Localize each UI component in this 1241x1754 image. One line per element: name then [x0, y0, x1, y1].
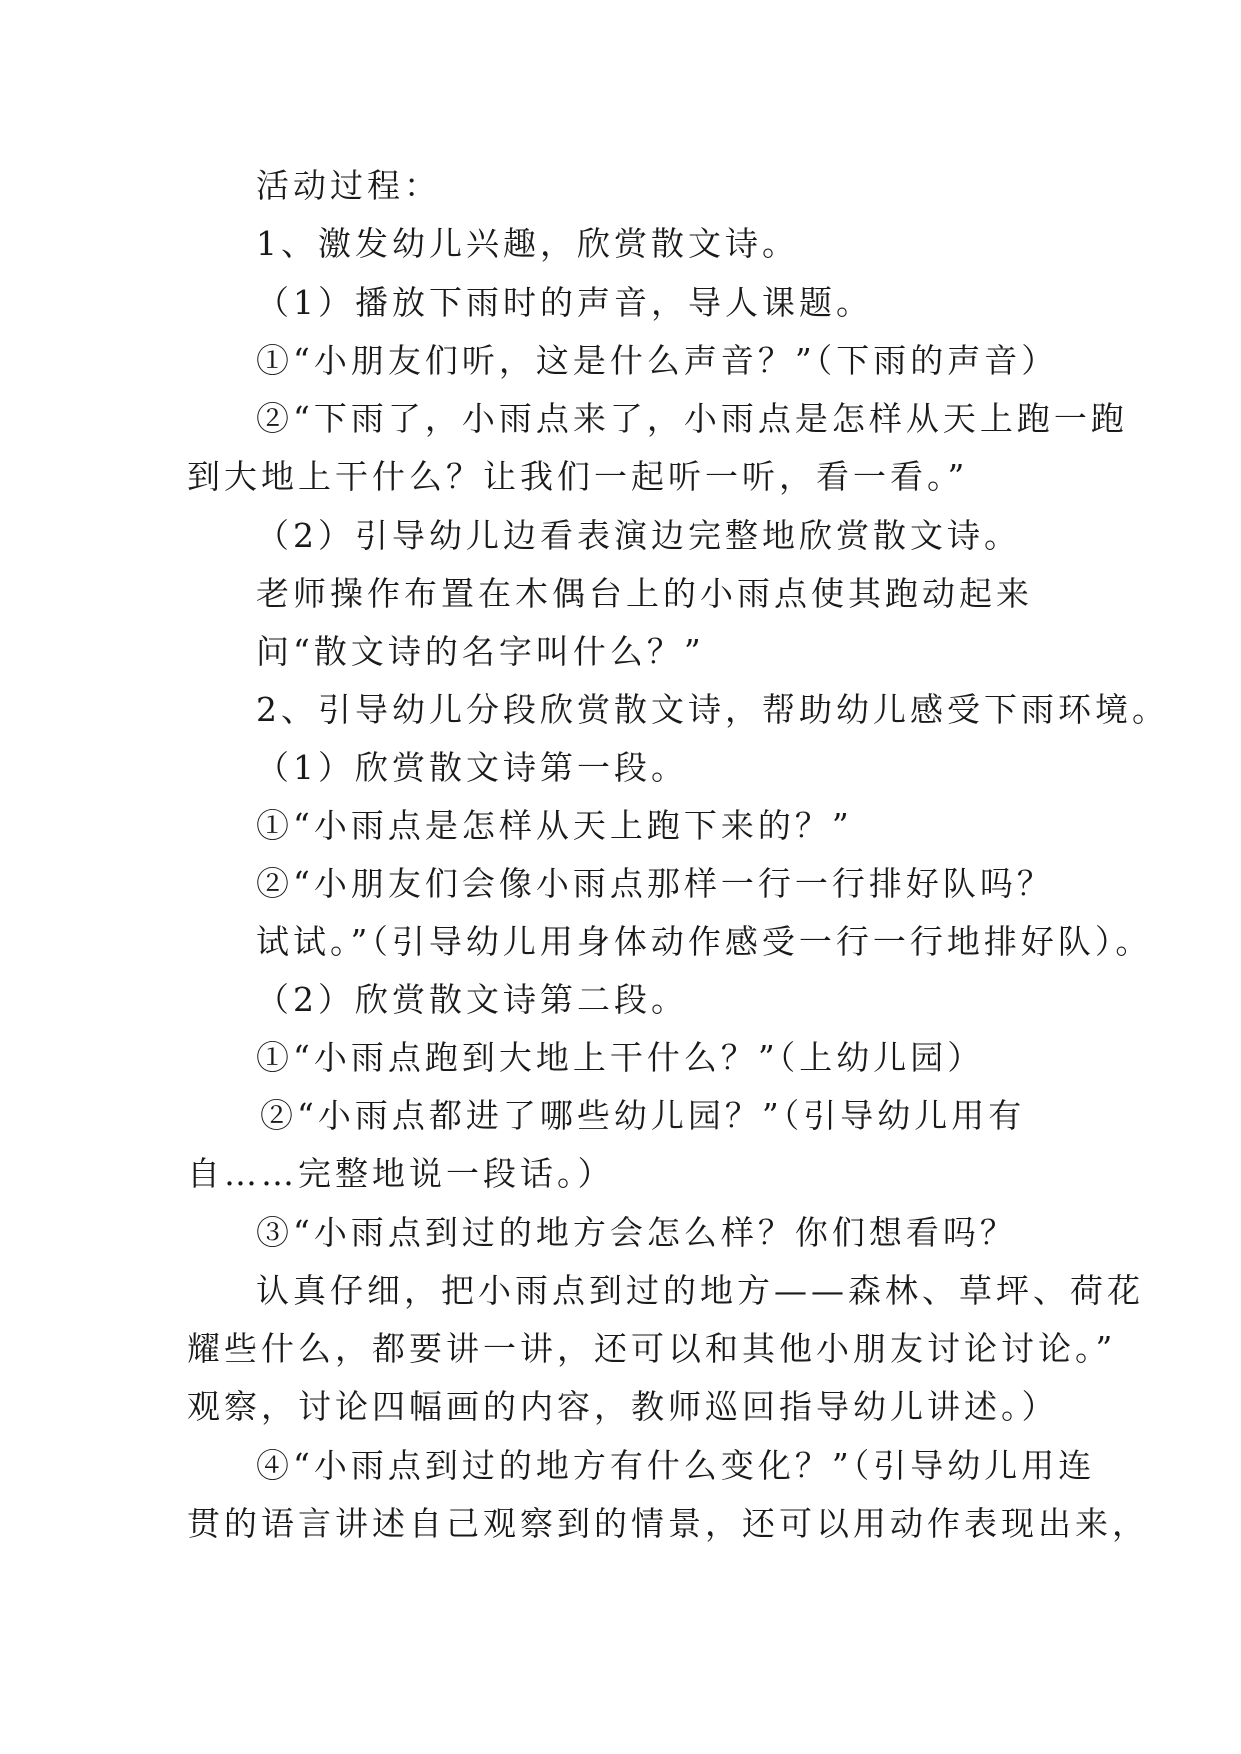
- question-2-1-b: ②“小朋友们会像小雨点那样一行一行排好队吗？: [256, 864, 1054, 903]
- question-2-2-b-continued: 自……完整地说一段话。）: [187, 1154, 615, 1193]
- question-2-2-d: ④“小雨点到过的地方有什么变化？”（引导幼儿用连: [256, 1446, 1096, 1485]
- teacher-action: 老师操作布置在木偶台上的小雨点使其跑动起来: [256, 574, 1033, 613]
- question-2-1-a: ①“小雨点是怎样从天上跑下来的？”: [256, 806, 853, 845]
- instruction-line-2: 耀些什么，都要讲一讲，还可以和其他小朋友讨论讨论。”: [187, 1329, 1117, 1368]
- section-heading-activity-process: 活动过程：: [256, 166, 441, 205]
- question-1-1-a: ①“小朋友们听，这是什么声音？”（下雨的声音）: [256, 341, 1059, 380]
- substep-2-1: （1）欣赏散文诗第一段。: [256, 748, 688, 787]
- question-2-2-c: ③“小雨点到过的地方会怎么样？你们想看吗？: [256, 1213, 1017, 1252]
- step-2-heading: 2、引导幼儿分段欣赏散文诗，帮助幼儿感受下雨环境。: [256, 690, 1169, 729]
- question-2-2-d-continued: 贯的语言讲述自己观察到的情景，还可以用动作表现出来，: [187, 1504, 1149, 1543]
- question-1-1-b-continued: 到大地上干什么？让我们一起听一听，看一看。”: [187, 457, 969, 496]
- question-2-2-b: ②“小雨点都进了哪些幼儿园？”（引导幼儿用有: [260, 1096, 1026, 1135]
- question-2-2-a: ①“小雨点跑到大地上干什么？”（上幼儿园）: [256, 1038, 985, 1077]
- teacher-question: 问“散文诗的名字叫什么？”: [256, 632, 705, 671]
- instruction-line-1: 认真仔细，把小雨点到过的地方——森林、草坪、荷花: [256, 1271, 1144, 1310]
- question-2-1-b-continued: 试试。”（引导幼儿用身体动作感受一行一行地排好队）。: [256, 922, 1153, 961]
- substep-1-1: （1）播放下雨时的声音，导人课题。: [256, 283, 873, 322]
- instruction-line-3: 观察，讨论四幅画的内容，教师巡回指导幼儿讲述。）: [187, 1387, 1059, 1426]
- question-1-1-b: ②“下雨了，小雨点来了，小雨点是怎样从天上跑一跑: [256, 399, 1128, 438]
- step-1-heading: 1、激发幼儿兴趣，欣赏散文诗。: [256, 224, 799, 263]
- substep-1-2: （2）引导幼儿边看表演边完整地欣赏散文诗。: [256, 516, 1021, 555]
- substep-2-2: （2）欣赏散文诗第二段。: [256, 980, 688, 1019]
